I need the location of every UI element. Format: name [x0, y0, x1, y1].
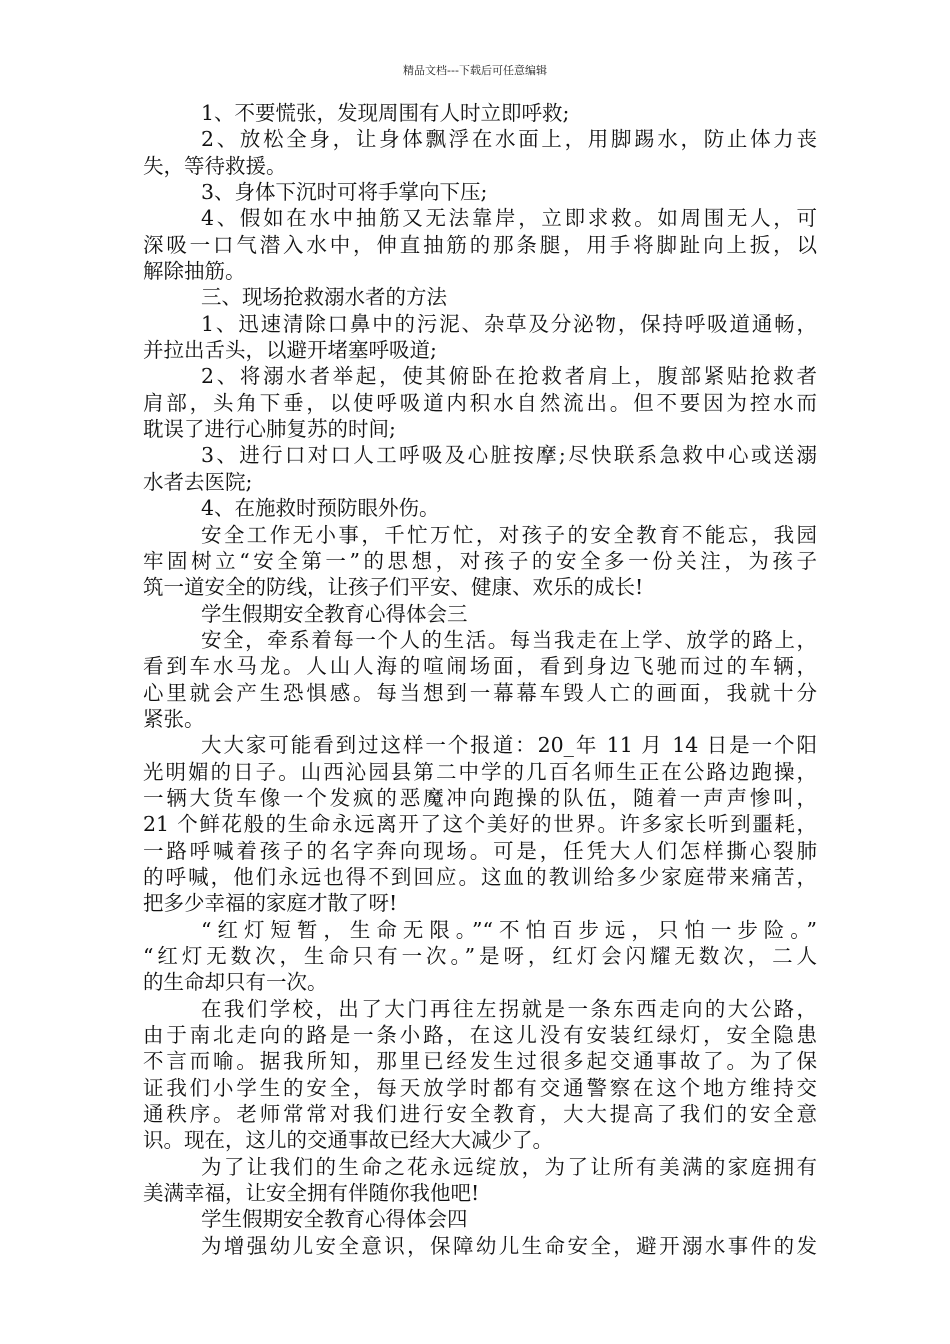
text-line: 1、迅速清除口鼻中的污泥、杂草及分泌物，保持呼吸道通畅， — [201, 311, 817, 336]
text-line: 一路呼喊着孩子的名字奔向现场。可是，任凭大人们怎样撕心裂肺 — [143, 838, 817, 863]
text-line: 为了让我们的生命之花永远绽放，为了让所有美满的家庭拥有 — [201, 1154, 817, 1179]
text-line: 1、不要慌张，发现周围有人时立即呼救; — [201, 101, 570, 125]
text-line: 看到车水马龙。人山人海的喧闹场面，看到身边飞驰而过的车辆， — [143, 654, 817, 679]
text-line: 3、进行口对口人工呼吸及心脏按摩;尽快联系急救中心或送溺 — [201, 443, 817, 468]
text-line: 三、现场抢救溺水者的方法 — [201, 285, 447, 310]
text-line: 在我们学校，出了大门再往左拐就是一条东西走向的大公路， — [201, 996, 817, 1021]
page-header: 精品文档---下载后可任意编辑 — [403, 64, 547, 77]
text-line: 美满幸福，让安全拥有伴随你我他吧! — [143, 1181, 480, 1206]
text-line: “红灯无数次，生命只有一次。”是呀，红灯会闪耀无数次，二人 — [143, 944, 817, 968]
text-line: 失，等待救援。 — [143, 153, 287, 178]
text-line: 不言而喻。据我所知，那里已经发生过很多起交通事故了。为了保 — [143, 1049, 817, 1074]
text-line: 一辆大货车像一个发疯的恶魔冲向跑操的队伍，随着一声声惨叫， — [143, 785, 817, 810]
document-body — [143, 100, 817, 1259]
text-line: 安全工作无小事，千忙万忙，对孩子的安全教育不能忘，我园 — [201, 522, 817, 547]
text-line: 的生命却只有一次。 — [143, 970, 328, 995]
text-line: 2、将溺水者举起，使其俯卧在抢救者肩上，腹部紧贴抢救者 — [201, 364, 817, 389]
text-line: 筑一道安全的防线，让孩子们平安、健康、欢乐的成长! — [143, 575, 644, 600]
text-line: 2、放松全身，让身体飘浮在水面上，用脚踢水，防止体力丧 — [201, 127, 817, 152]
text-line: 耽误了进行心肺复苏的时间; — [143, 417, 396, 442]
text-line: 4、在施救时预防眼外伤。 — [201, 496, 440, 521]
text-line: 为增强幼儿安全意识，保障幼儿生命安全，避开溺水事件的发 — [201, 1233, 817, 1258]
text-line: 牢固树立“安全第一”的思想，对孩子的安全多一份关注，为孩子 — [143, 548, 817, 573]
text-line: 通秩序。老师常常对我们进行安全教育，大大提高了我们的安全意 — [143, 1102, 817, 1127]
text-line: 3、身体下沉时可将手掌向下压; — [201, 180, 488, 205]
text-line: 学生假期安全教育心得体会三 — [201, 601, 468, 626]
text-line: 把多少幸福的家庭才散了呀! — [143, 891, 398, 916]
text-line: 识。现在，这儿的交通事故已经大大减少了。 — [143, 1128, 553, 1153]
text-line: 肩部，头角下垂，以使呼吸道内积水自然流出。但不要因为控水而 — [143, 390, 817, 415]
text-line: 水者去医院; — [143, 469, 253, 494]
text-line: 解除抽筋。 — [143, 259, 246, 284]
text-line: 的呼喊，他们永远也得不到回应。这血的教训给多少家庭带来痛苦， — [143, 864, 817, 889]
text-line: 由于南北走向的路是一条小路，在这儿没有安装红绿灯，安全隐患 — [143, 1023, 817, 1048]
text-line: 证我们小学生的安全，每天放学时都有交通警察在这个地方维持交 — [143, 1075, 817, 1100]
text-line: 光明媚的日子。山西沁园县第二中学的几百名师生正在公路边跑操， — [143, 759, 817, 784]
text-line: 大大家可能看到过这样一个报道：20_年 11 月 14 日是一个阳 — [201, 733, 817, 758]
text-line: 安全，牵系着每一个人的生活。每当我走在上学、放学的路上， — [201, 627, 817, 652]
text-line: 并拉出舌头，以避开堵塞呼吸道; — [143, 338, 437, 363]
text-line: “红灯短暂，生命无限。”“不怕百步远，只怕一步险。” — [201, 917, 817, 942]
text-line: 紧张。 — [143, 706, 205, 731]
text-line: 深吸一口气潜入水中，伸直抽筋的那条腿，用手将脚趾向上扳，以 — [143, 232, 817, 257]
text-line: 4、假如在水中抽筋又无法靠岸，立即求救。如周围无人，可 — [201, 206, 817, 231]
text-line: 21 个鲜花般的生命永远离开了这个美好的世界。许多家长听到噩耗， — [143, 812, 817, 837]
text-line: 学生假期安全教育心得体会四 — [201, 1207, 468, 1232]
text-line: 心里就会产生恐惧感。每当想到一幕幕车毁人亡的画面，我就十分 — [143, 680, 817, 705]
